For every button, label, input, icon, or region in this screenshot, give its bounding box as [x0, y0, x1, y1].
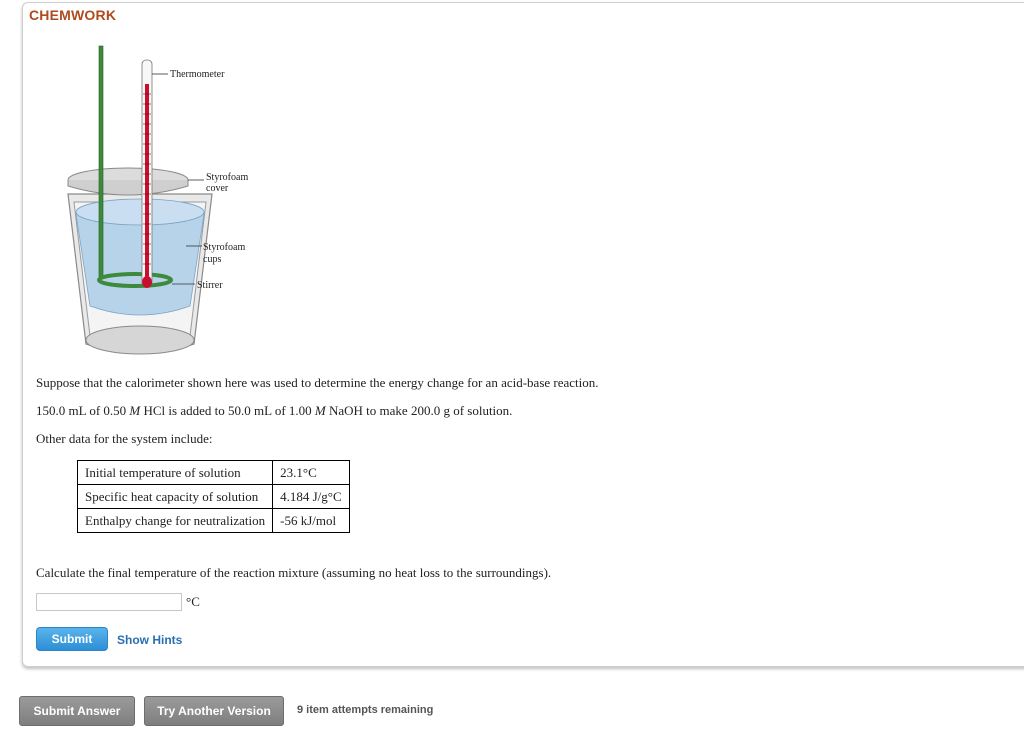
table-cell-label: Enthalpy change for neutralization	[78, 509, 273, 533]
table-cell-label: Initial temperature of solution	[78, 461, 273, 485]
cups-label-line2: cups	[203, 254, 222, 265]
table-cell-label: Specific heat capacity of solution	[78, 485, 273, 509]
reactants-text-b: HCl is added to 50.0 mL of 1.00	[140, 403, 315, 418]
calculate-prompt: Calculate the final temperature of the reaction mixture (assuming no heat loss to the surroundings).	[36, 565, 552, 580]
cups-label-line1: Styrofoam	[203, 242, 246, 253]
cup-bottom	[86, 326, 194, 354]
calorimeter-figure	[60, 44, 270, 364]
calorimeter-diagram	[60, 44, 270, 364]
stirrer-label: Stirrer	[197, 280, 223, 291]
table-cell-value: -56 kJ/mol	[273, 509, 350, 533]
molarity-symbol-2: M	[314, 403, 326, 418]
solution-liquid	[76, 214, 204, 315]
molarity-symbol-1: M	[129, 403, 141, 418]
table-row	[78, 485, 350, 509]
brand-title: CHEMWORK	[29, 7, 117, 23]
cover-rim	[68, 180, 188, 195]
table-cell-value: 4.184 J/g°C	[273, 485, 350, 509]
thermometer-label: Thermometer	[170, 69, 225, 80]
system-data-table	[77, 460, 350, 533]
try-another-version-button[interactable]: Try Another Version	[144, 696, 284, 726]
table-row	[78, 509, 350, 533]
answer-unit: °C	[186, 594, 200, 609]
cover-label-line2: cover	[206, 183, 229, 194]
stirrer-rod	[99, 46, 103, 278]
question-reactants	[36, 403, 512, 419]
other-data-label: Other data for the system include:	[36, 431, 213, 446]
cover-label-line1: Styrofoam	[206, 172, 249, 183]
liquid-surface	[76, 199, 204, 225]
submit-button[interactable]: Submit	[36, 627, 108, 651]
reactants-text-c: NaOH to make 200.0 g of solution.	[325, 403, 513, 418]
table-cell-value: 23.1°C	[273, 461, 350, 485]
thermometer-bulb	[142, 276, 152, 288]
attempts-remaining: 9 item attempts remaining	[297, 704, 434, 716]
submit-answer-button[interactable]: Submit Answer	[19, 696, 135, 726]
reactants-text-a: 150.0 mL of 0.50	[36, 403, 130, 418]
answer-input[interactable]	[36, 593, 182, 611]
show-hints-link[interactable]: Show Hints	[117, 633, 183, 647]
question-intro: Suppose that the calorimeter shown here was used to determine the energy change for an acid-base reaction.	[36, 375, 599, 390]
table-row	[78, 461, 350, 485]
